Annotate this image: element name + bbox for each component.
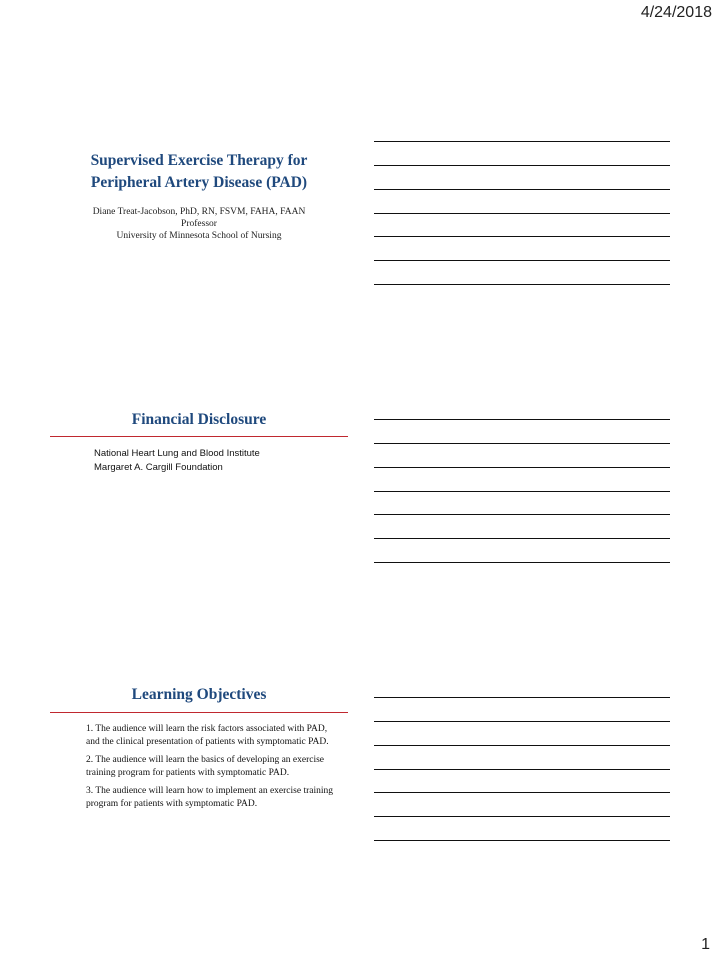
slide-title-page xyxy=(50,150,348,242)
note-line xyxy=(374,562,670,563)
note-line xyxy=(374,189,670,190)
note-line xyxy=(374,769,670,770)
author-affiliation: University of Minnesota School of Nursing xyxy=(116,231,282,241)
slide-learning-objectives xyxy=(50,684,348,816)
note-line xyxy=(374,721,670,722)
page-date: 4/24/2018 xyxy=(640,4,712,21)
note-line xyxy=(374,443,670,444)
note-line xyxy=(374,792,670,793)
note-line xyxy=(374,514,670,515)
list-item: 1. The audience will learn the risk factors associated with PAD, and the clinical presentation of patients with symptomatic PAD. xyxy=(86,724,329,747)
author-name: Diane Treat-Jacobson, PhD, RN, FSVM, FAHA, FAAN xyxy=(92,207,306,217)
title-line-2: Peripheral Artery Disease (PAD) xyxy=(90,174,308,191)
title-line-1: Supervised Exercise Therapy for xyxy=(90,152,308,169)
list-item: 3. The audience will learn how to implement an exercise training program for patients with symptomatic PAD. xyxy=(86,786,334,809)
note-line xyxy=(374,419,670,420)
note-line xyxy=(374,538,670,539)
slide-title xyxy=(50,150,348,194)
author-role: Professor xyxy=(181,219,217,229)
slide-financial-disclosure xyxy=(50,409,348,475)
note-line xyxy=(374,816,670,817)
slide-title: Financial Disclosure xyxy=(131,411,267,428)
note-line xyxy=(374,745,670,746)
objectives-list xyxy=(50,723,348,810)
note-line xyxy=(374,165,670,166)
slide-title: Learning Objectives xyxy=(131,686,267,703)
note-line xyxy=(374,840,670,841)
page-number: 1 xyxy=(701,936,710,953)
note-line xyxy=(374,260,670,261)
note-line xyxy=(374,491,670,492)
note-line xyxy=(374,697,670,698)
note-line xyxy=(374,467,670,468)
note-line xyxy=(374,141,670,142)
list-item: 2. The audience will learn the basics of developing an exercise training program for patients with symptomatic PAD. xyxy=(86,755,325,778)
disclosure-list xyxy=(50,447,348,475)
title-divider xyxy=(50,436,348,437)
note-line xyxy=(374,284,670,285)
list-item: National Heart Lung and Blood Institute xyxy=(94,448,260,459)
author-credits xyxy=(50,206,348,242)
note-line xyxy=(374,236,670,237)
note-line xyxy=(374,213,670,214)
title-divider xyxy=(50,712,348,713)
list-item: Margaret A. Cargill Foundation xyxy=(94,462,223,473)
